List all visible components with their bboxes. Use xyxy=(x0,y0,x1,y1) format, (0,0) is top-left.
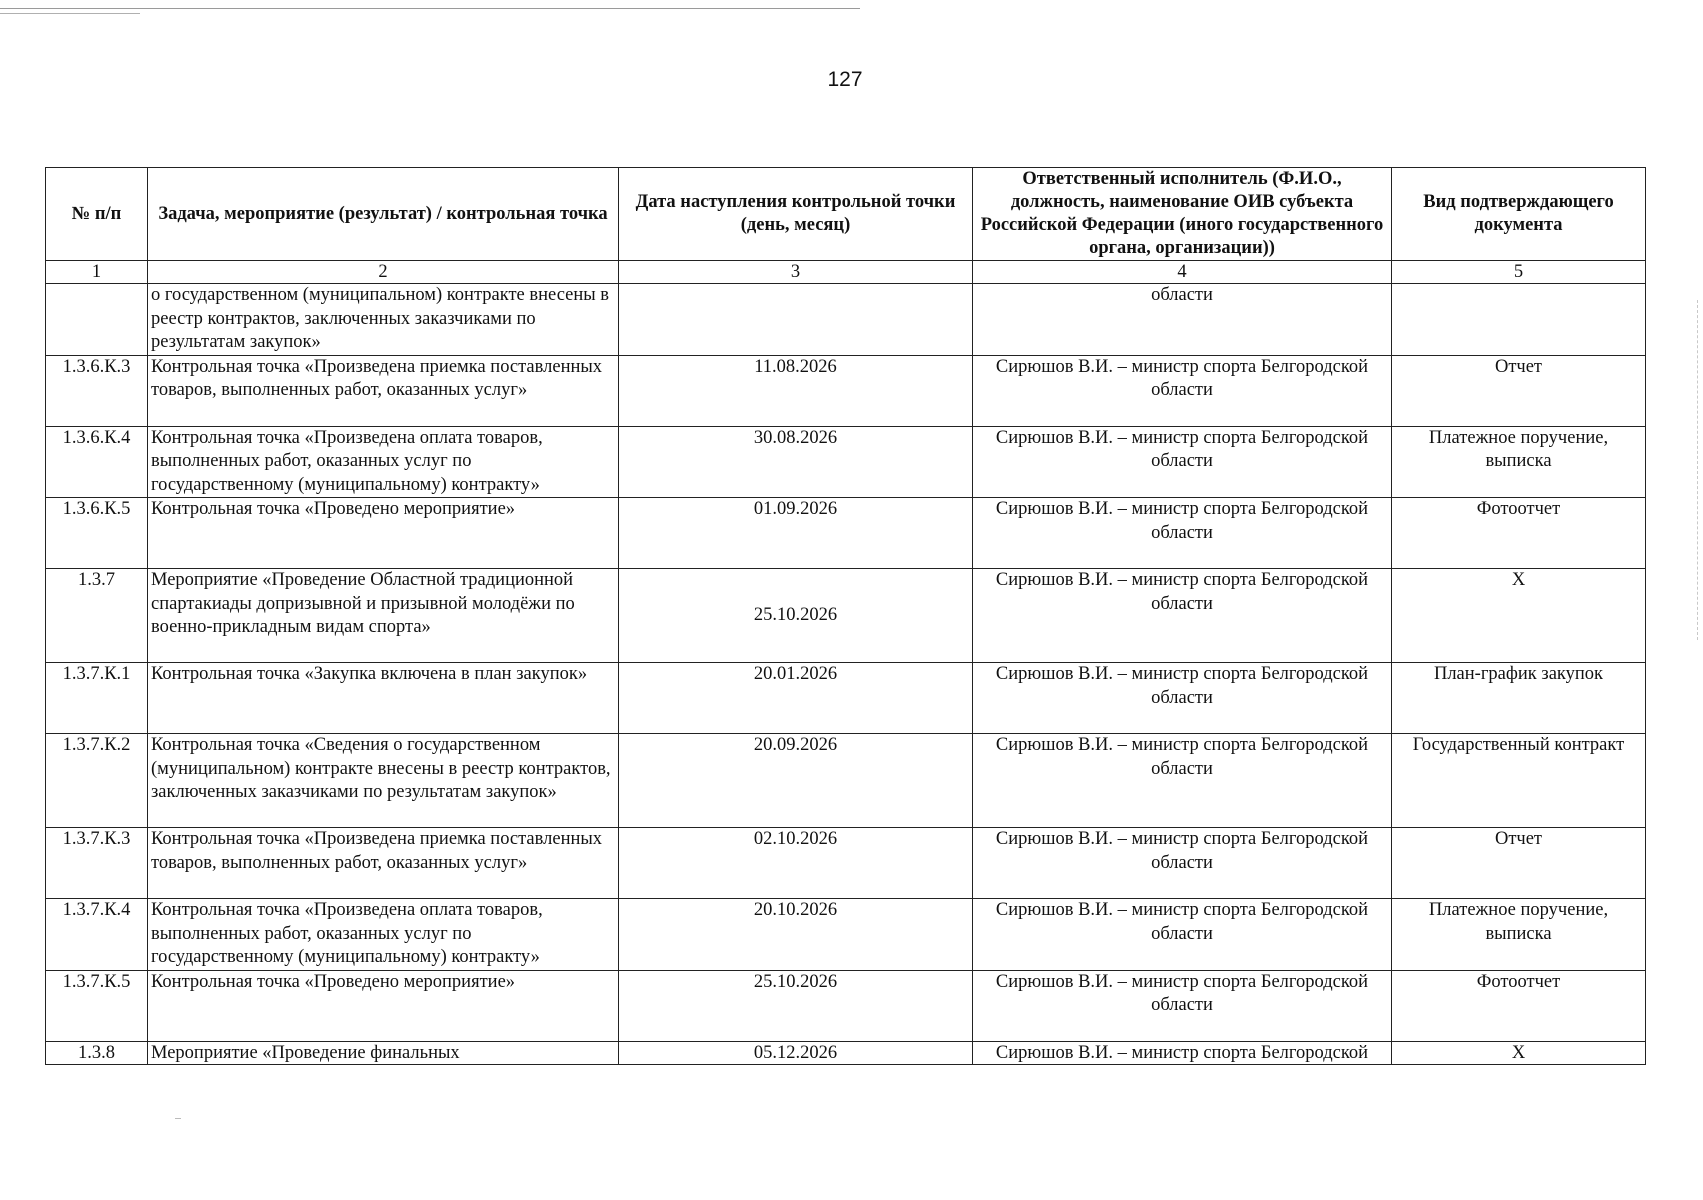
row-responsible: Сирюшов В.И. – министр спорта Белгородской области xyxy=(973,970,1392,1041)
row-task: Контрольная точка «Проведено мероприятие» xyxy=(148,970,619,1041)
table-row xyxy=(46,569,1646,663)
header-task: Задача, мероприятие (результат) / контрольная точка xyxy=(148,168,619,261)
row-task: Контрольная точка «Произведена оплата товаров, выполненных работ, оказанных услуг по государственному (муниципальному) контракту» xyxy=(148,899,619,971)
table-row xyxy=(46,426,1646,498)
row-doc-type: Отчет xyxy=(1392,355,1646,426)
scan-artifact-line xyxy=(0,8,860,9)
table-row xyxy=(46,899,1646,971)
row-task: Контрольная точка «Проведено мероприятие» xyxy=(148,498,619,569)
row-date xyxy=(619,284,973,356)
row-date: 05.12.2026 xyxy=(619,1041,973,1064)
row-responsible: Сирюшов В.И. – министр спорта Белгородской области xyxy=(973,355,1392,426)
row-date: 30.08.2026 xyxy=(619,426,973,498)
header-num: № п/п xyxy=(46,168,148,261)
row-responsible: Сирюшов В.И. – министр спорта Белгородской области xyxy=(973,663,1392,734)
row-responsible: Сирюшов В.И. – министр спорта Белгородской области xyxy=(973,828,1392,899)
row-task: Контрольная точка «Сведения о государственном (муниципальном) контракте внесены в реестр контрактов, заключенных заказчиками по результатам закупок» xyxy=(148,734,619,828)
table-row xyxy=(46,1041,1646,1064)
row-doc-type xyxy=(1392,284,1646,356)
column-number: 4 xyxy=(973,261,1392,284)
row-responsible: Сирюшов В.И. – министр спорта Белгородской области xyxy=(973,569,1392,663)
row-doc-type: Фотоотчет xyxy=(1392,970,1646,1041)
row-date: 20.09.2026 xyxy=(619,734,973,828)
row-doc-type: Фотоотчет xyxy=(1392,498,1646,569)
header-date: Дата наступления контрольной точки (день, месяц) xyxy=(619,168,973,261)
row-task: о государственном (муниципальном) контракте внесены в реестр контрактов, заключенных заказчиками по результатам закупок» xyxy=(148,284,619,356)
row-num: 1.3.7 xyxy=(46,569,148,663)
row-task: Мероприятие «Проведение Областной традиционной спартакиады допризывной и призывной молодёжи по военно-прикладным видам спорта» xyxy=(148,569,619,663)
row-task: Контрольная точка «Произведена приемка поставленных товаров, выполненных работ, оказанных услуг» xyxy=(148,828,619,899)
row-doc-type: Платежное поручение, выписка xyxy=(1392,899,1646,971)
control-points-table xyxy=(45,167,1646,1065)
row-responsible: Сирюшов В.И. – министр спорта Белгородской области xyxy=(973,426,1392,498)
row-date: 02.10.2026 xyxy=(619,828,973,899)
header-responsible: Ответственный исполнитель (Ф.И.О., должность, наименование ОИВ субъекта Российской Федерации (иного государственного органа, организации)) xyxy=(973,168,1392,261)
column-number: 1 xyxy=(46,261,148,284)
row-doc-type: План-график закупок xyxy=(1392,663,1646,734)
table-row xyxy=(46,734,1646,828)
table-row xyxy=(46,663,1646,734)
row-doc-type: Отчет xyxy=(1392,828,1646,899)
row-num: 1.3.6.К.3 xyxy=(46,355,148,426)
table-row xyxy=(46,355,1646,426)
row-task: Контрольная точка «Закупка включена в план закупок» xyxy=(148,663,619,734)
row-date: 01.09.2026 xyxy=(619,498,973,569)
row-date: 11.08.2026 xyxy=(619,355,973,426)
row-num: 1.3.6.К.4 xyxy=(46,426,148,498)
row-num: 1.3.7.К.3 xyxy=(46,828,148,899)
row-responsible: Сирюшов В.И. – министр спорта Белгородской области xyxy=(973,498,1392,569)
row-num: 1.3.8 xyxy=(46,1041,148,1064)
row-date: 20.01.2026 xyxy=(619,663,973,734)
row-doc-type: Х xyxy=(1392,1041,1646,1064)
scan-artifact-line xyxy=(0,13,140,14)
row-num xyxy=(46,284,148,356)
header-doc-type: Вид подтверждающего документа xyxy=(1392,168,1646,261)
column-numbers-row xyxy=(46,261,1646,284)
row-num: 1.3.6.К.5 xyxy=(46,498,148,569)
row-responsible: Сирюшов В.И. – министр спорта Белгородской области xyxy=(973,734,1392,828)
table-row xyxy=(46,970,1646,1041)
row-doc-type: Х xyxy=(1392,569,1646,663)
row-responsible: области xyxy=(973,284,1392,356)
table-row xyxy=(46,828,1646,899)
row-responsible: Сирюшов В.И. – министр спорта Белгородской области xyxy=(973,899,1392,971)
row-num: 1.3.7.К.2 xyxy=(46,734,148,828)
table-header-row xyxy=(46,168,1646,261)
row-date: 25.10.2026 xyxy=(619,569,973,663)
row-task: Мероприятие «Проведение финальных xyxy=(148,1041,619,1064)
row-doc-type: Государственный контракт xyxy=(1392,734,1646,828)
row-task: Контрольная точка «Произведена приемка поставленных товаров, выполненных работ, оказанных услуг» xyxy=(148,355,619,426)
table-row xyxy=(46,284,1646,356)
row-num: 1.3.7.К.4 xyxy=(46,899,148,971)
row-date: 25.10.2026 xyxy=(619,970,973,1041)
row-num: 1.3.7.К.1 xyxy=(46,663,148,734)
row-num: 1.3.7.К.5 xyxy=(46,970,148,1041)
row-responsible: Сирюшов В.И. – министр спорта Белгородской xyxy=(973,1041,1392,1064)
scan-artifact-mark xyxy=(175,1118,181,1119)
column-number: 5 xyxy=(1392,261,1646,284)
row-task: Контрольная точка «Произведена оплата товаров, выполненных работ, оказанных услуг по государственному (муниципальному) контракту» xyxy=(148,426,619,498)
table-row xyxy=(46,498,1646,569)
row-date: 20.10.2026 xyxy=(619,899,973,971)
column-number: 3 xyxy=(619,261,973,284)
scan-edge-mark xyxy=(1697,300,1699,640)
row-doc-type: Платежное поручение, выписка xyxy=(1392,426,1646,498)
column-number: 2 xyxy=(148,261,619,284)
page-number: 127 xyxy=(827,68,863,91)
